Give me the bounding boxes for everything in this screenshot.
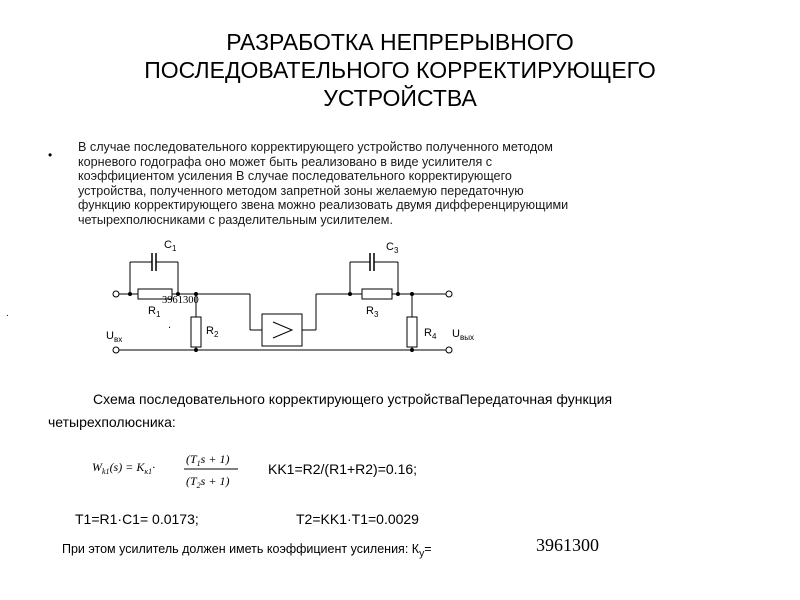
title-line-3: УСТРОЙСТВА — [323, 85, 477, 111]
gain-value: 3961300 — [536, 535, 599, 555]
junction-dot — [348, 292, 352, 296]
r4-resistor — [407, 317, 417, 347]
paragraph-line: коэффициентом усиления В случае последовательного корректирующего — [78, 169, 512, 184]
formula-denominator: $(T_2s + 1)$ — [186, 474, 230, 490]
output-terminal-bottom — [446, 347, 452, 353]
paragraph-line: четырехполюсниками с разделительным усилителем. — [78, 212, 393, 227]
paragraph-line: В случае последовательного корректирующего устройство полученного методом — [78, 140, 553, 154]
junction-dot — [128, 292, 132, 296]
junction-dot — [396, 292, 400, 296]
slide-title — [0, 28, 800, 112]
caption-line-2: четырехполюсника: — [48, 414, 176, 430]
r3-resistor — [362, 289, 392, 299]
title-line-1: РАЗРАБОТКА НЕПРЕРЫВНОГО — [226, 29, 574, 55]
amplifier-block — [262, 314, 302, 346]
r2-resistor — [191, 317, 201, 347]
amp-eq: = — [424, 542, 432, 556]
c1-label: $C_1$ — [164, 239, 177, 253]
body-paragraph — [78, 140, 718, 228]
overlay-number: 3961300 — [162, 295, 199, 306]
formula-numerator: $(T_1s + 1)$ — [186, 452, 230, 468]
bullet-marker: • — [48, 148, 53, 162]
formula-lhs: $W_{k1}(s) = K_{к1}\cdot$ — [92, 460, 156, 476]
u-in-label: $U_{вх}$ — [106, 330, 123, 344]
r4-label: $R_4$ — [424, 327, 437, 341]
input-terminal-top — [113, 291, 119, 297]
output-terminal-top — [446, 291, 452, 297]
circuit-diagram — [100, 232, 500, 362]
amplifier-gain-text — [62, 542, 432, 560]
r1-label: $R_1$ — [148, 305, 161, 319]
c3-label: $C_3$ — [386, 241, 399, 255]
caption-line-1: Схема последовательного корректирующего устройстваПередаточная функция — [93, 391, 613, 407]
paragraph-line: устройства, полученного методом запретной зоны желаемую передаточную — [78, 183, 524, 198]
paragraph-line: корневого годографа оно может быть реализовано в виде усилителя с — [78, 154, 493, 169]
paragraph-line: функцию корректирующего звена можно реализовать двумя дифференцирующими — [78, 198, 569, 213]
r3-label: $R_3$ — [366, 305, 379, 319]
u-out-label: $U_{вых}$ — [452, 328, 474, 342]
overlay-dot: . — [168, 319, 172, 331]
kk1-equation: KK1=R2/(R1+R2)=0.16; — [268, 461, 418, 477]
title-line-2: ПОСЛЕДОВАТЕЛЬНОГО КОРРЕКТИРУЮЩЕГО — [144, 57, 656, 83]
t2-equation: T2=KK1·T1=0.0029 — [296, 511, 419, 527]
amp-text: При этом усилитель должен иметь коэффициент усиления: К — [62, 542, 420, 556]
transfer-function-formula — [88, 447, 258, 497]
junction-dot — [410, 292, 414, 296]
amp-sub: у — [419, 548, 425, 560]
t1-equation: T1=R1·C1= 0.0173; — [75, 511, 199, 527]
junction-dot — [194, 348, 198, 352]
r2-label: $R_2$ — [206, 325, 219, 339]
input-terminal-bottom — [113, 347, 119, 353]
junction-dot — [410, 348, 414, 352]
stray-dot: . — [6, 308, 9, 319]
